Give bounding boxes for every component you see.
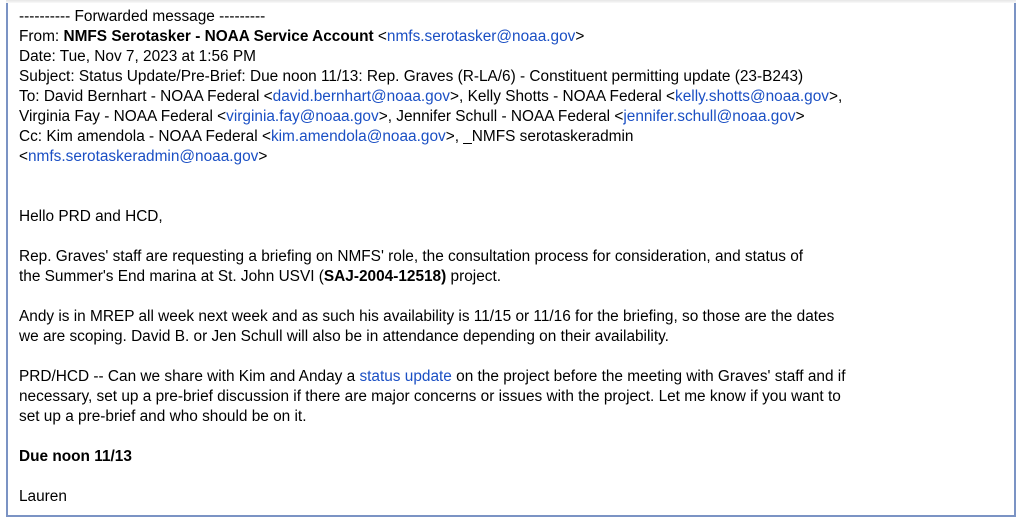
paragraph-3-line-2: necessary, set up a pre-brief discussion if there are major concerns or issues with the project. Let me know if you want to: [19, 388, 841, 405]
cc-recipient-2-name: _NMFS serotaskeradmin: [463, 128, 634, 145]
to-recipient-3-name: Virginia Fay - NOAA Federal: [19, 108, 218, 125]
paragraph-3-line-1: [19, 367, 1006, 387]
cc-label: Cc:: [19, 128, 47, 145]
paragraph-2-line-2: we are scoping. David B. or Jen Schull will also be in attendance depending on their availability.: [19, 328, 669, 345]
cc-line-2: <nmfs.serotaskeradmin@noaa.gov>: [19, 148, 268, 165]
due-text: Due noon 11/13: [19, 448, 132, 465]
spacer: [19, 347, 1006, 367]
spacer: [19, 467, 1006, 487]
spacer: [19, 287, 1006, 307]
to-line-1: To: David Bernhart - NOAA Federal <david.bernhart@noaa.gov>, Kelly Shotts - NOAA Federal <kelly.shotts@noaa.gov>,: [19, 88, 843, 105]
paragraph-1-line-1: Rep. Graves' staff are requesting a briefing on NMFS' role, the consultation process for consideration, and status of: [19, 248, 804, 265]
to-recipient-2-name: Kelly Shotts - NOAA Federal: [467, 88, 667, 105]
paragraph-2-line-1: Andy is in MREP all week next week and as such his availability is 11/15 or 11/16 for the briefing, so those are the dates: [19, 308, 835, 325]
to-recipient-3-email-link[interactable]: virginia.fay@noaa.gov: [226, 108, 379, 125]
to-recipient-1-name: David Bernhart - NOAA Federal: [43, 88, 264, 105]
to-recipient-2-email-link[interactable]: kelly.shotts@noaa.gov: [675, 88, 829, 105]
paragraph-3-text-cont: on the project before the meeting with Graves' staff and if: [451, 368, 846, 385]
to-recipient-4-email-link[interactable]: jennifer.schull@noaa.gov: [623, 108, 796, 125]
status-update-link[interactable]: status update: [359, 368, 452, 385]
cc-recipient-2-email-link[interactable]: nmfs.serotaskeradmin@noaa.gov: [28, 148, 259, 165]
to-recipient-4-name: Jennifer Schull - NOAA Federal: [396, 108, 615, 125]
forward-banner: ---------- Forwarded message ---------: [19, 8, 266, 25]
spacer: [19, 227, 1006, 247]
paragraph-3-text: PRD/HCD -- Can we share with Kim and Anday a: [19, 368, 360, 385]
email-content: [19, 7, 1006, 507]
greeting: Hello PRD and HCD,: [19, 208, 163, 225]
sender-email-link[interactable]: nmfs.serotasker@noaa.gov: [386, 28, 576, 45]
from-line: From: NMFS Serotasker - NOAA Service Account <nmfs.serotasker@noaa.gov>: [19, 28, 585, 45]
spacer: [19, 167, 1006, 207]
sender-name: NMFS Serotasker - NOAA Service Account: [63, 28, 374, 45]
project-id: SAJ-2004-12518): [323, 268, 447, 285]
to-recipient-1-email-link[interactable]: david.bernhart@noaa.gov: [272, 88, 451, 105]
from-label: From:: [19, 28, 64, 45]
cc-recipient-1-name: Kim amendola - NOAA Federal: [46, 128, 262, 145]
signature: Lauren: [19, 488, 67, 505]
paragraph-1-text: the Summer's End marina at St. John USVI (: [19, 268, 324, 285]
paragraph-1-line-2: [19, 267, 1006, 287]
due-line: [19, 447, 1006, 467]
to-line-2: Virginia Fay - NOAA Federal <virginia.fay@noaa.gov>, Jennifer Schull - NOAA Federal <jennifer.schull@noaa.gov>: [19, 108, 805, 125]
paragraph-1-text-end: project.: [446, 268, 501, 285]
paragraph-3-line-3: set up a pre-brief and who should be on it.: [19, 408, 307, 425]
cc-recipient-1-email-link[interactable]: kim.amendola@noaa.gov: [270, 128, 446, 145]
spacer: [19, 427, 1006, 447]
date-line: Date: Tue, Nov 7, 2023 at 1:56 PM: [19, 48, 256, 65]
subject-line: Subject: Status Update/Pre-Brief: Due noon 11/13: Rep. Graves (R-LA/6) - Constituent permitting update (23-B243): [19, 68, 804, 85]
to-label: To:: [19, 88, 44, 105]
cc-line-1: Cc: Kim amendola - NOAA Federal <kim.amendola@noaa.gov>, _NMFS serotaskeradmin: [19, 128, 634, 145]
